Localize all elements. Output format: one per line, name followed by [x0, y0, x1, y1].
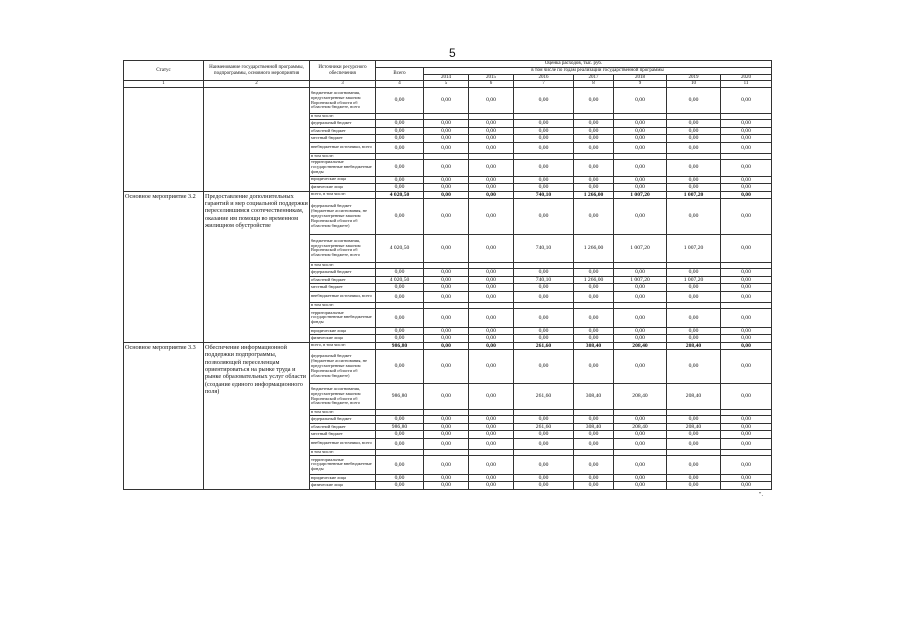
- year-value-cell: 0,00: [614, 308, 667, 327]
- total-value-cell: 0,00: [376, 268, 424, 276]
- funding-source-cell: территориальные государственные внебюджетные фонды: [310, 159, 376, 176]
- year-value-cell: 0,00: [614, 482, 667, 489]
- year-value-cell: 0,00: [614, 176, 667, 183]
- year-value-cell: 0,00: [574, 431, 614, 438]
- year-value-cell: 1 007,20: [667, 191, 721, 198]
- funding-source-cell: в том числе:: [310, 153, 376, 159]
- year-value-cell: 0,00: [424, 142, 469, 153]
- funding-source-cell: территориальные государственные внебюджетные фонды: [310, 308, 376, 327]
- funding-source-cell: местный бюджет: [310, 431, 376, 438]
- year-value-cell: 0,00: [667, 327, 721, 334]
- year-value-cell: 0,00: [424, 120, 469, 128]
- header-year: 2020: [721, 74, 772, 81]
- year-value-cell: 0,00: [424, 191, 469, 198]
- year-value-cell: 0,00: [721, 416, 772, 424]
- year-value-cell: 0,00: [469, 291, 514, 302]
- year-value-cell: 0,00: [424, 335, 469, 342]
- year-value-cell: 0,00: [514, 128, 574, 135]
- year-value-cell: 0,00: [424, 424, 469, 431]
- funding-source-cell: физические лица: [310, 482, 376, 489]
- year-value-cell: 0,00: [514, 135, 574, 142]
- total-value-cell: 0,00: [376, 482, 424, 489]
- column-index: 4: [376, 81, 424, 88]
- header-year: 2014: [424, 74, 469, 81]
- year-value-cell: 0,00: [574, 88, 614, 114]
- year-value-cell: 0,00: [469, 335, 514, 342]
- status-cell: [124, 88, 204, 192]
- year-value-cell: 0,00: [614, 474, 667, 481]
- year-value-cell: 0,00: [514, 474, 574, 481]
- year-value-cell: 208,40: [614, 342, 667, 349]
- table-row: [124, 88, 772, 114]
- year-value-cell: 0,00: [614, 184, 667, 191]
- funding-source-cell: федеральный бюджет: [310, 120, 376, 128]
- year-value-cell: 0,00: [574, 176, 614, 183]
- year-value-cell: 0,00: [424, 384, 469, 410]
- funding-source-cell: внебюджетные источники, всего: [310, 291, 376, 302]
- status-cell: Основное мероприятие 3.2: [124, 191, 204, 342]
- year-value-cell: 0,00: [424, 284, 469, 291]
- column-index: 3: [310, 81, 376, 88]
- funding-source-cell: всего, в том числе:: [310, 342, 376, 349]
- year-value-cell: 0,00: [721, 308, 772, 327]
- year-value-cell: 0,00: [424, 342, 469, 349]
- funding-source-cell: в том числе:: [310, 410, 376, 416]
- year-value-cell: 0,00: [667, 474, 721, 481]
- funding-source-cell: в том числе:: [310, 302, 376, 308]
- year-value-cell: 0,00: [514, 268, 574, 276]
- total-value-cell: 0,00: [376, 431, 424, 438]
- year-value-cell: 0,00: [721, 234, 772, 262]
- year-value-cell: 0,00: [667, 128, 721, 135]
- year-value-cell: 0,00: [469, 416, 514, 424]
- column-index: 8: [574, 81, 614, 88]
- total-value-cell: 0,00: [376, 176, 424, 183]
- year-value-cell: 0,00: [424, 455, 469, 474]
- total-value-cell: 4 020,50: [376, 234, 424, 262]
- year-value-cell: 0,00: [469, 284, 514, 291]
- total-value-cell: 0,00: [376, 159, 424, 176]
- year-value-cell: 0,00: [574, 474, 614, 481]
- year-value-cell: 0,00: [469, 159, 514, 176]
- funding-source-cell: местный бюджет: [310, 135, 376, 142]
- year-value-cell: 0,00: [574, 308, 614, 327]
- funding-source-cell: бюджетные ассигнования, предусмотренные законом Воронежской области об областном бюджете, всего: [310, 234, 376, 262]
- header-status: Статус: [124, 61, 204, 81]
- funding-source-cell: бюджетные ассигнования, предусмотренные законом Воронежской области об областном бюджете, всего: [310, 88, 376, 114]
- year-value-cell: 0,00: [614, 142, 667, 153]
- funding-source-cell: местный бюджет: [310, 284, 376, 291]
- year-value-cell: 0,00: [424, 350, 469, 384]
- column-index: 5: [424, 81, 469, 88]
- year-value-cell: 0,00: [514, 184, 574, 191]
- table-row: [124, 342, 772, 349]
- total-value-cell: 0,00: [376, 291, 424, 302]
- year-value-cell: 0,00: [424, 438, 469, 449]
- year-value-cell: 0,00: [574, 438, 614, 449]
- year-value-cell: 0,00: [721, 120, 772, 128]
- year-value-cell: 0,00: [574, 135, 614, 142]
- year-value-cell: 0,00: [424, 291, 469, 302]
- year-value-cell: 0,00: [514, 159, 574, 176]
- header-year: 2015: [469, 74, 514, 81]
- year-value-cell: 0,00: [514, 335, 574, 342]
- year-value-cell: 0,00: [667, 308, 721, 327]
- measure-name-cell: Обеспечение информационной поддержки подпрограммы, позволяющей переселенцам ориентироваться на рынке труда и рынке образовательных услуг области (создание единого информационного поля): [204, 342, 310, 489]
- year-value-cell: 0,00: [424, 176, 469, 183]
- funding-source-cell: юридические лица: [310, 474, 376, 481]
- year-value-cell: 0,00: [667, 431, 721, 438]
- year-value-cell: 0,00: [424, 474, 469, 481]
- year-value-cell: 0,00: [721, 198, 772, 234]
- year-value-cell: 0,00: [614, 284, 667, 291]
- year-value-cell: 0,00: [667, 350, 721, 384]
- year-value-cell: 0,00: [721, 88, 772, 114]
- year-value-cell: 0,00: [721, 268, 772, 276]
- year-value-cell: 0,00: [469, 482, 514, 489]
- funding-source-cell: физические лица: [310, 335, 376, 342]
- year-value-cell: 0,00: [667, 416, 721, 424]
- total-value-cell: 0,00: [376, 184, 424, 191]
- total-value-cell: 0,00: [376, 455, 424, 474]
- year-value-cell: 0,00: [424, 276, 469, 283]
- year-value-cell: 0,00: [667, 120, 721, 128]
- header-name: Наименование государственной программы, подпрограммы, основного мероприятия: [204, 61, 310, 81]
- year-value-cell: 1 007,20: [614, 191, 667, 198]
- funding-source-cell: областной бюджет: [310, 128, 376, 135]
- year-value-cell: 0,00: [424, 198, 469, 234]
- year-value-cell: 208,40: [614, 424, 667, 431]
- total-value-cell: 0,00: [376, 198, 424, 234]
- column-index: 1: [124, 81, 204, 88]
- total-value-cell: 0,00: [376, 88, 424, 114]
- funding-source-cell: в том числе:: [310, 262, 376, 268]
- year-value-cell: 0,00: [721, 291, 772, 302]
- year-value-cell: 308,40: [574, 384, 614, 410]
- year-value-cell: 208,40: [667, 384, 721, 410]
- year-value-cell: 0,00: [667, 88, 721, 114]
- year-value-cell: 0,00: [667, 184, 721, 191]
- total-value-cell: 0,00: [376, 474, 424, 481]
- total-value-cell: 0,00: [376, 284, 424, 291]
- year-value-cell: 740,10: [514, 234, 574, 262]
- year-value-cell: 0,00: [514, 284, 574, 291]
- column-index: 2: [204, 81, 310, 88]
- year-value-cell: 0,00: [721, 455, 772, 474]
- year-value-cell: 0,00: [514, 482, 574, 489]
- page-number: 5: [449, 46, 456, 60]
- year-value-cell: 0,00: [721, 342, 772, 349]
- year-value-cell: 0,00: [514, 455, 574, 474]
- year-value-cell: 0,00: [424, 234, 469, 262]
- column-index: 10: [667, 81, 721, 88]
- funding-source-cell: внебюджетные источники, всего: [310, 438, 376, 449]
- year-value-cell: 0,00: [514, 416, 574, 424]
- year-value-cell: 0,00: [469, 184, 514, 191]
- year-value-cell: 208,40: [667, 424, 721, 431]
- year-value-cell: 0,00: [721, 184, 772, 191]
- year-value-cell: 1 007,20: [614, 276, 667, 283]
- year-value-cell: 0,00: [514, 88, 574, 114]
- year-value-cell: 0,00: [574, 128, 614, 135]
- total-value-cell: 0,00: [376, 327, 424, 334]
- year-value-cell: 0,00: [469, 424, 514, 431]
- year-value-cell: 0,00: [514, 120, 574, 128]
- funding-source-cell: федеральный бюджет: [310, 416, 376, 424]
- year-value-cell: 0,00: [574, 142, 614, 153]
- total-value-cell: 0,00: [376, 438, 424, 449]
- year-value-cell: 1 266,00: [574, 191, 614, 198]
- year-value-cell: 0,00: [574, 327, 614, 334]
- total-value-cell: 0,00: [376, 350, 424, 384]
- year-value-cell: 0,00: [424, 431, 469, 438]
- year-value-cell: 0,00: [614, 291, 667, 302]
- total-value-cell: 986,80: [376, 424, 424, 431]
- year-value-cell: 0,00: [721, 135, 772, 142]
- year-value-cell: 0,00: [469, 308, 514, 327]
- funding-source-cell: областной бюджет: [310, 276, 376, 283]
- year-value-cell: 0,00: [469, 198, 514, 234]
- header-year: 2017: [574, 74, 614, 81]
- year-value-cell: 0,00: [574, 159, 614, 176]
- year-value-cell: 0,00: [424, 88, 469, 114]
- year-value-cell: 0,00: [721, 191, 772, 198]
- year-value-cell: 0,00: [574, 455, 614, 474]
- total-value-cell: 0,00: [376, 416, 424, 424]
- year-value-cell: 0,00: [614, 88, 667, 114]
- year-value-cell: 0,00: [574, 268, 614, 276]
- year-value-cell: 0,00: [614, 327, 667, 334]
- year-value-cell: 0,00: [721, 431, 772, 438]
- year-value-cell: 0,00: [667, 198, 721, 234]
- funding-source-cell: федеральный бюджет: [310, 268, 376, 276]
- year-value-cell: 0,00: [614, 431, 667, 438]
- year-value-cell: 0,00: [424, 184, 469, 191]
- year-value-cell: 0,00: [614, 198, 667, 234]
- year-value-cell: 0,00: [667, 335, 721, 342]
- year-value-cell: 0,00: [667, 455, 721, 474]
- year-value-cell: 740,10: [514, 276, 574, 283]
- year-value-cell: 0,00: [574, 416, 614, 424]
- year-value-cell: 0,00: [514, 431, 574, 438]
- year-value-cell: 0,00: [721, 284, 772, 291]
- year-value-cell: 208,40: [614, 384, 667, 410]
- year-value-cell: 208,40: [667, 342, 721, 349]
- year-value-cell: 0,00: [574, 184, 614, 191]
- year-value-cell: 0,00: [721, 335, 772, 342]
- total-value-cell: 986,80: [376, 384, 424, 410]
- total-value-cell: 4 020,50: [376, 191, 424, 198]
- year-value-cell: 0,00: [721, 128, 772, 135]
- measure-name-cell: [204, 88, 310, 192]
- table-row: [124, 191, 772, 198]
- year-value-cell: 0,00: [574, 350, 614, 384]
- year-value-cell: 1 007,20: [667, 234, 721, 262]
- year-value-cell: 1 007,20: [667, 276, 721, 283]
- year-value-cell: 0,00: [574, 291, 614, 302]
- year-value-cell: 0,00: [614, 268, 667, 276]
- resource-table: [123, 60, 772, 490]
- total-value-cell: 0,00: [376, 120, 424, 128]
- year-value-cell: 0,00: [614, 135, 667, 142]
- year-value-cell: 0,00: [469, 191, 514, 198]
- header-total: Всего: [376, 67, 424, 81]
- year-value-cell: 0,00: [721, 482, 772, 489]
- header-year: 2016: [514, 74, 574, 81]
- year-value-cell: 0,00: [721, 384, 772, 410]
- year-value-cell: 0,00: [614, 159, 667, 176]
- year-value-cell: 0,00: [514, 438, 574, 449]
- funding-source-cell: областной бюджет: [310, 424, 376, 431]
- year-value-cell: 0,00: [667, 142, 721, 153]
- year-value-cell: 308,40: [574, 424, 614, 431]
- header-source: Источники ресурсного обеспечения: [310, 61, 376, 81]
- year-value-cell: 0,00: [469, 384, 514, 410]
- year-value-cell: 0,00: [469, 350, 514, 384]
- year-value-cell: 261,60: [514, 384, 574, 410]
- year-value-cell: 0,00: [424, 135, 469, 142]
- year-value-cell: 0,00: [721, 327, 772, 334]
- year-value-cell: 0,00: [721, 159, 772, 176]
- year-value-cell: 0,00: [614, 438, 667, 449]
- column-index: 6: [469, 81, 514, 88]
- year-value-cell: 308,40: [574, 342, 614, 349]
- year-value-cell: 0,00: [469, 120, 514, 128]
- year-value-cell: 0,00: [469, 327, 514, 334]
- funding-source-cell: всего, в том числе:: [310, 191, 376, 198]
- year-value-cell: 0,00: [424, 308, 469, 327]
- header-years-caption: в том числе по годам реализации государственной программы: [424, 67, 772, 74]
- funding-source-cell: в том числе:: [310, 449, 376, 455]
- funding-source-cell: физические лица: [310, 184, 376, 191]
- year-value-cell: 0,00: [424, 482, 469, 489]
- year-value-cell: 0,00: [469, 234, 514, 262]
- funding-source-cell: в том числе:: [310, 114, 376, 120]
- year-value-cell: 0,00: [614, 335, 667, 342]
- year-value-cell: 1 266,00: [574, 276, 614, 283]
- year-value-cell: 0,00: [469, 431, 514, 438]
- year-value-cell: 0,00: [667, 135, 721, 142]
- year-value-cell: 0,00: [721, 424, 772, 431]
- year-value-cell: 0,00: [721, 176, 772, 183]
- year-value-cell: 0,00: [469, 88, 514, 114]
- year-value-cell: 0,00: [469, 455, 514, 474]
- year-value-cell: 0,00: [514, 176, 574, 183]
- year-value-cell: 0,00: [574, 120, 614, 128]
- year-value-cell: 740,10: [514, 191, 574, 198]
- column-index: 7: [514, 81, 574, 88]
- year-value-cell: 0,00: [469, 128, 514, 135]
- year-value-cell: 0,00: [614, 350, 667, 384]
- year-value-cell: 0,00: [514, 142, 574, 153]
- year-value-cell: 0,00: [721, 276, 772, 283]
- year-value-cell: 0,00: [424, 327, 469, 334]
- year-value-cell: 0,00: [614, 120, 667, 128]
- year-value-cell: 0,00: [574, 284, 614, 291]
- year-value-cell: 0,00: [667, 284, 721, 291]
- year-value-cell: 0,00: [721, 350, 772, 384]
- year-value-cell: 0,00: [667, 291, 721, 302]
- year-value-cell: 1 007,20: [614, 234, 667, 262]
- year-value-cell: 0,00: [667, 482, 721, 489]
- year-value-cell: 0,00: [667, 268, 721, 276]
- funding-source-cell: юридические лица: [310, 176, 376, 183]
- year-value-cell: 0,00: [721, 438, 772, 449]
- funding-source-cell: бюджетные ассигнования, предусмотренные законом Воронежской области об областном бюджете, всего: [310, 384, 376, 410]
- year-value-cell: 0,00: [424, 416, 469, 424]
- year-value-cell: 0,00: [469, 276, 514, 283]
- total-value-cell: 0,00: [376, 308, 424, 327]
- year-value-cell: 0,00: [469, 135, 514, 142]
- column-index: 9: [614, 81, 667, 88]
- year-value-cell: 0,00: [614, 416, 667, 424]
- year-value-cell: 0,00: [514, 308, 574, 327]
- year-value-cell: 0,00: [721, 142, 772, 153]
- funding-source-cell: федеральный бюджет (бюджетные ассигнования, не предусмотренные законом Воронежской области об областном бюджете): [310, 198, 376, 234]
- table-body: [124, 88, 772, 490]
- year-value-cell: 0,00: [469, 176, 514, 183]
- funding-source-cell: юридические лица: [310, 327, 376, 334]
- total-value-cell: 0,00: [376, 128, 424, 135]
- funding-source-cell: внебюджетные источники, всего: [310, 142, 376, 153]
- year-value-cell: 0,00: [514, 291, 574, 302]
- year-value-cell: 0,00: [667, 438, 721, 449]
- measure-name-cell: Предоставление дополнительных гарантий и мер социальной поддержки переселившимся соотечественникам, оказание им помощи во временном жилищном обустройстве: [204, 191, 310, 342]
- year-value-cell: 0,00: [574, 198, 614, 234]
- year-value-cell: 0,00: [614, 455, 667, 474]
- year-value-cell: 0,00: [574, 482, 614, 489]
- year-value-cell: 1 266,00: [574, 234, 614, 262]
- year-value-cell: 0,00: [574, 335, 614, 342]
- footnote: ".: [759, 492, 763, 498]
- year-value-cell: 0,00: [514, 198, 574, 234]
- total-value-cell: 986,80: [376, 342, 424, 349]
- year-value-cell: 0,00: [614, 128, 667, 135]
- year-value-cell: 0,00: [469, 474, 514, 481]
- total-value-cell: 0,00: [376, 135, 424, 142]
- year-value-cell: 0,00: [469, 438, 514, 449]
- year-value-cell: 261,60: [514, 424, 574, 431]
- year-value-cell: 0,00: [514, 350, 574, 384]
- year-value-cell: 0,00: [667, 159, 721, 176]
- header-year: 2018: [614, 74, 667, 81]
- total-value-cell: 0,00: [376, 335, 424, 342]
- year-value-cell: 0,00: [424, 159, 469, 176]
- total-value-cell: 0,00: [376, 142, 424, 153]
- header-estimate: Оценка расходов, тыс. руб.: [376, 61, 772, 68]
- funding-source-cell: территориальные государственные внебюджетные фонды: [310, 455, 376, 474]
- year-value-cell: 0,00: [469, 142, 514, 153]
- status-cell: Основное мероприятие 3.3: [124, 342, 204, 489]
- year-value-cell: 0,00: [424, 128, 469, 135]
- header-year: 2019: [667, 74, 721, 81]
- year-value-cell: 0,00: [469, 268, 514, 276]
- year-value-cell: 0,00: [469, 342, 514, 349]
- column-index: 11: [721, 81, 772, 88]
- year-value-cell: 261,60: [514, 342, 574, 349]
- funding-source-cell: федеральный бюджет (бюджетные ассигнования, не предусмотренные законом Воронежской области об областном бюджете): [310, 350, 376, 384]
- total-value-cell: 4 020,50: [376, 276, 424, 283]
- year-value-cell: 0,00: [667, 176, 721, 183]
- year-value-cell: 0,00: [514, 327, 574, 334]
- year-value-cell: 0,00: [424, 268, 469, 276]
- year-value-cell: 0,00: [721, 474, 772, 481]
